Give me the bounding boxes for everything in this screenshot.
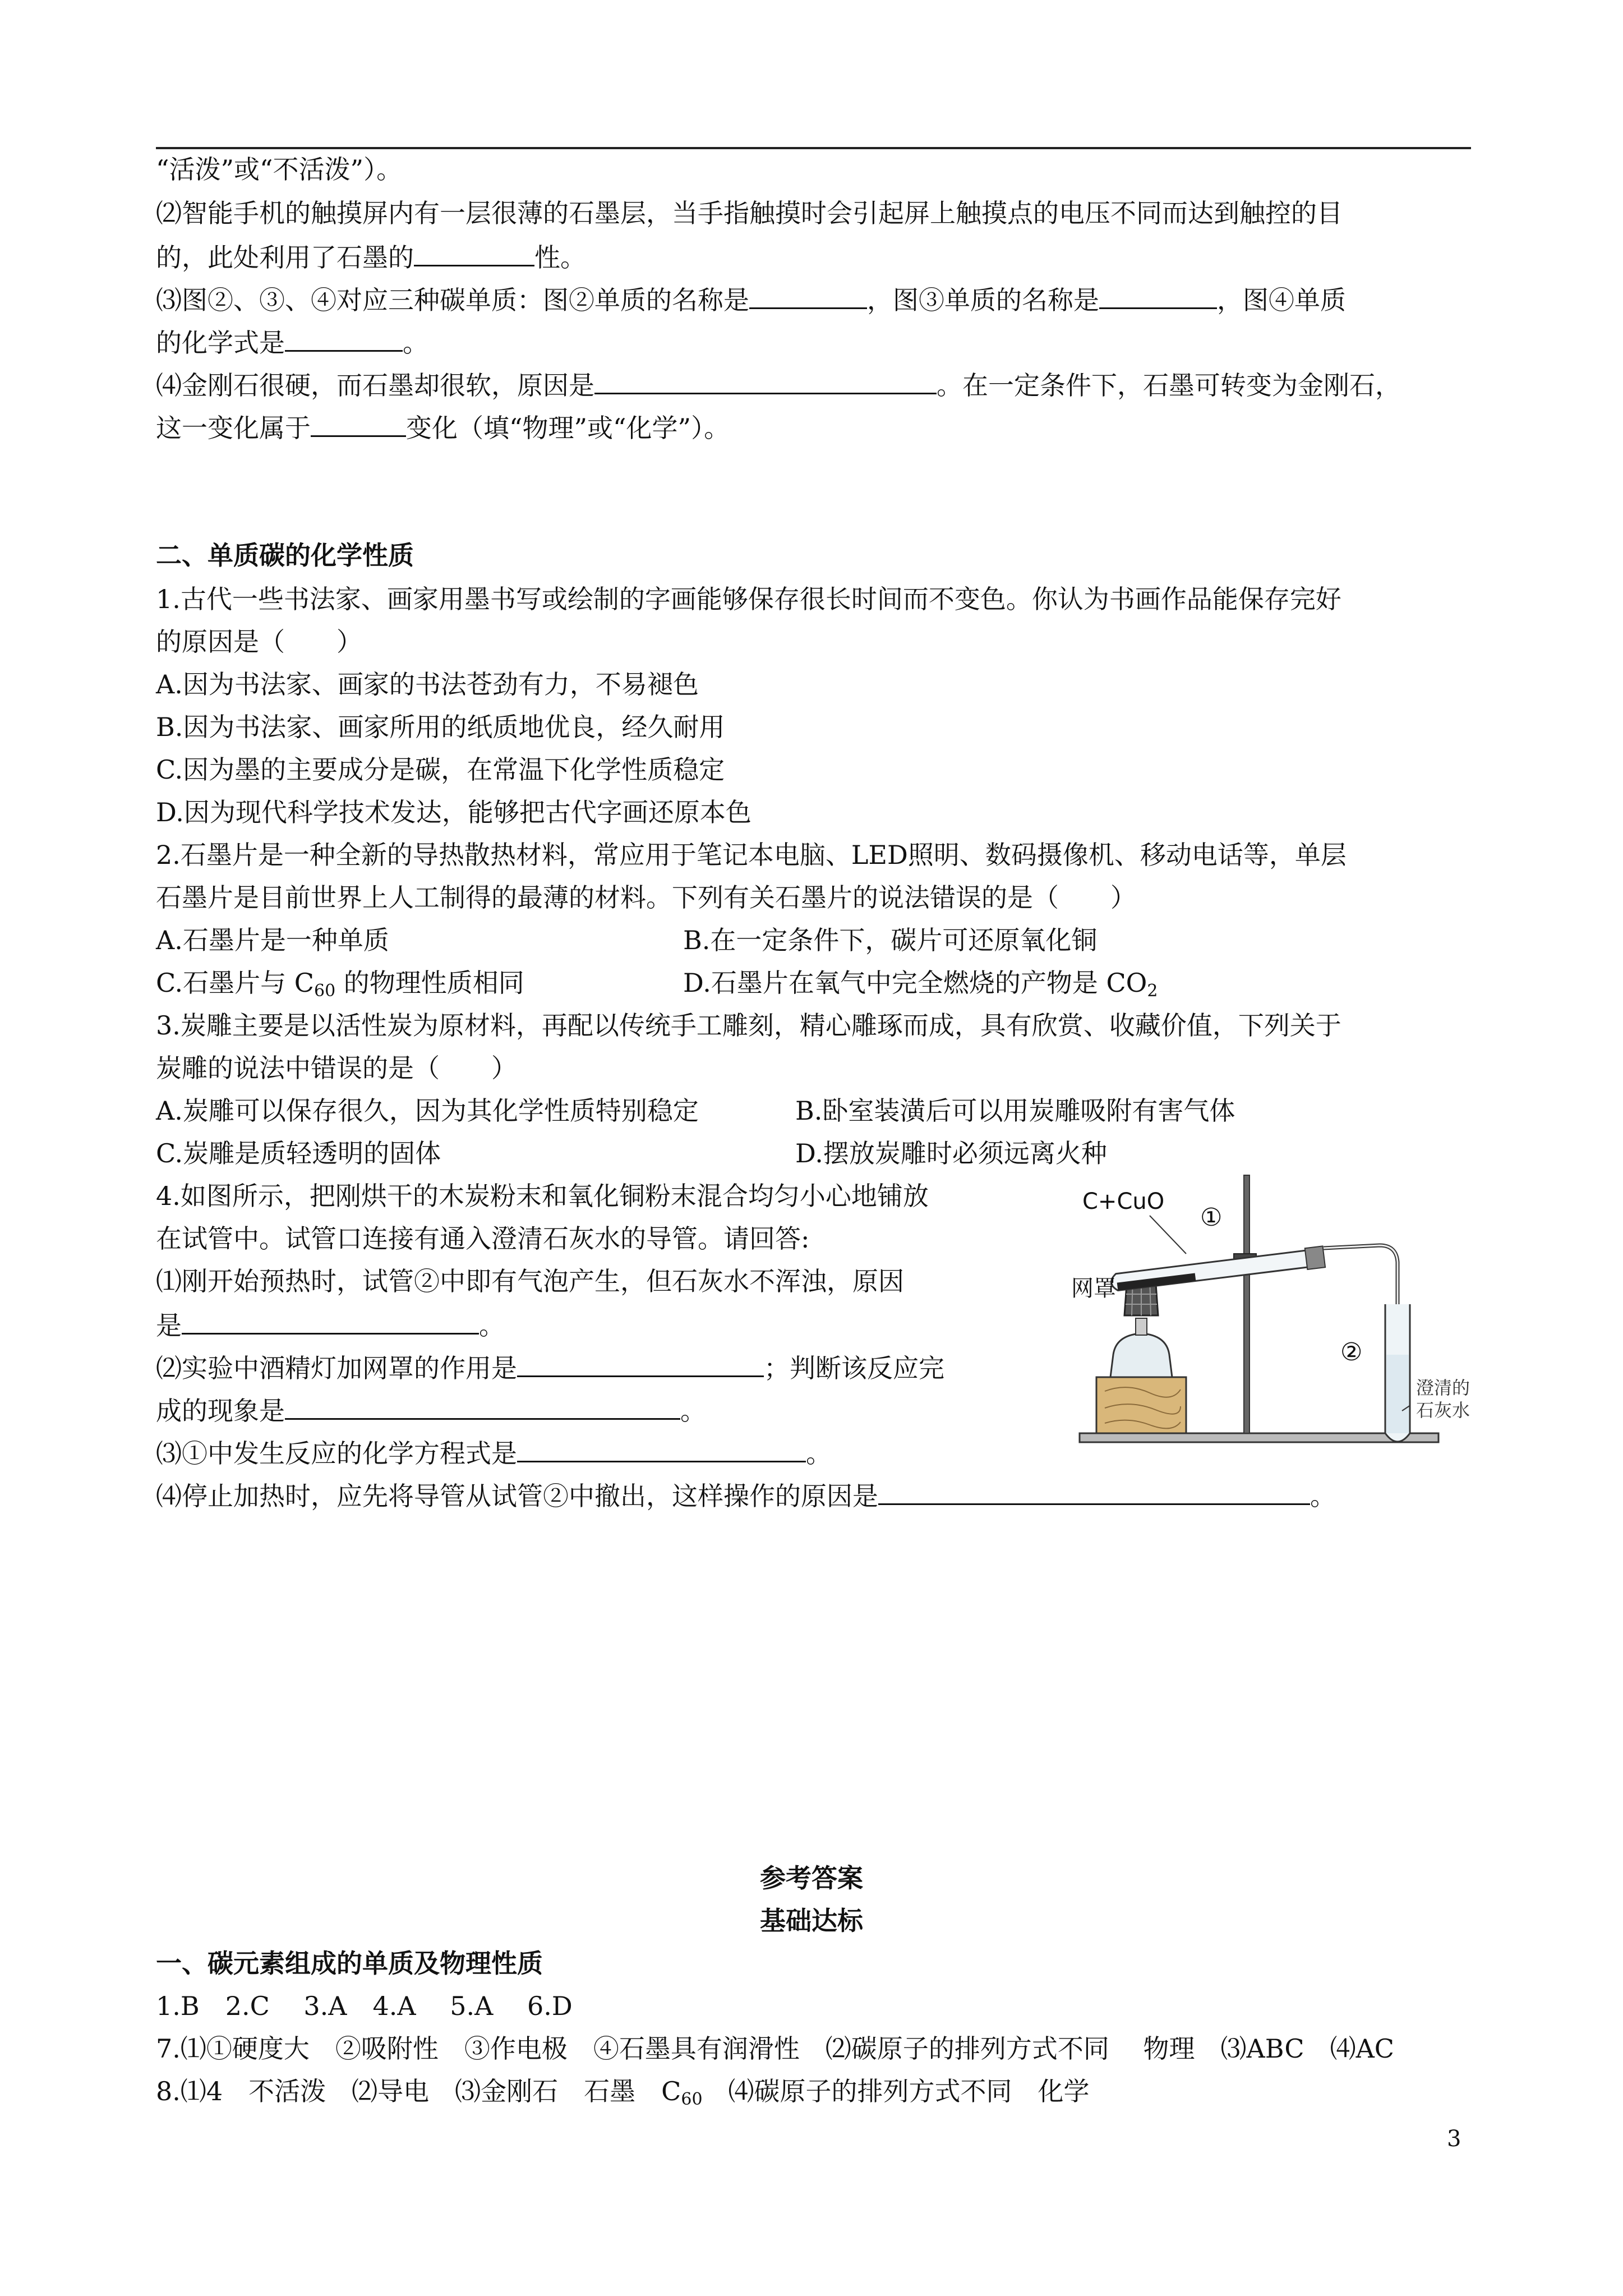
page-number: 3 — [1447, 2126, 1461, 2152]
answer-blank — [749, 282, 867, 309]
text-line: 的，此处利用了石墨的 性。 — [156, 239, 586, 274]
stand-rod — [1244, 1175, 1249, 1433]
header-rule — [156, 147, 1471, 149]
answer-blank — [517, 1435, 806, 1462]
option-a: A.石墨片是一种单质 — [156, 925, 389, 955]
apparatus-figure — [1066, 1170, 1481, 1453]
option-d: D.石墨片在氧气中完全燃烧的产物是 $CO_2$ — [683, 968, 1158, 1001]
section-title: 二、单质碳的化学性质 — [156, 540, 414, 570]
label-tube2: ② — [1340, 1338, 1363, 1366]
option-d: D.因为现代科学技术发达，能够把古代字画还原本色 — [156, 797, 751, 827]
text-line: “活泼”或“不活泼”）。 — [156, 154, 403, 185]
answer-blank — [414, 239, 534, 266]
answer-line: 8.⑴4 不活泼 ⑵导电 ⑶金刚石 石墨 $C_{60}$ ⑷碳原子的排列方式不同 化学 — [156, 2076, 1090, 2109]
question-text: 4.如图所示，把刚烘干的木炭粉末和氧化铜粉末混合均匀小心地铺放 — [156, 1181, 929, 1211]
stopper — [1305, 1246, 1325, 1269]
text-line: ⑵智能手机的触摸屏内有一层很薄的石墨层，当手指触摸时会引起屏上触摸点的电压不同而达到触控的目 — [156, 198, 1343, 228]
alcohol-lamp — [1110, 1333, 1172, 1377]
answer-blank — [1099, 282, 1217, 309]
answer-blank — [594, 367, 937, 394]
question-text: 成的现象是 。 — [156, 1392, 706, 1428]
answer-blank — [182, 1307, 479, 1335]
question-text: 2.石墨片是一种全新的导热散热材料，常应用于笔记本电脑、LED照明、数码摄像机、移动电话等，单层 — [156, 840, 1347, 870]
option-c: C.炭雕是质轻透明的固体 — [156, 1138, 441, 1168]
question-text: ⑵实验中酒精灯加网罩的作用是 ；判断该反应完 — [156, 1350, 944, 1385]
label-lime-line1: 澄清的 — [1416, 1377, 1470, 1398]
label-net: 网罩 — [1071, 1276, 1116, 1301]
label-tube1: ① — [1200, 1203, 1223, 1232]
label-lime-line2: 石灰水 — [1416, 1400, 1470, 1421]
text-line: 这一变化属于 变化（填“物理”或“化学”）。 — [156, 409, 730, 445]
text-line: ⑷金刚石很硬，而石墨却很软，原因是 。在一定条件下，石墨可转变为金刚石， — [156, 367, 1401, 402]
option-d: D.摆放炭雕时必须远离火种 — [795, 1138, 1107, 1168]
answer-blank — [517, 1350, 764, 1377]
answer-blank — [285, 324, 403, 352]
option-a: A.因为书法家、画家的书法苍劲有力，不易褪色 — [156, 669, 699, 700]
question-text: ⑴刚开始预热时，试管②中即有气泡产生，但石灰水不浑浊，原因 — [156, 1266, 904, 1296]
answer-line: 7.⑴①硬度大 ②吸附性 ③作电极 ④石墨具有润滑性 ⑵碳原子的排列方式不同 物理 ⑶ABC ⑷AC — [156, 2033, 1394, 2064]
option-c: C.因为墨的主要成分是碳，在常温下化学性质稳定 — [156, 754, 725, 785]
question-text: ⑶①中发生反应的化学方程式是 。 — [156, 1435, 832, 1470]
option-b: B.卧室装潢后可以用炭雕吸附有害气体 — [795, 1096, 1235, 1126]
base-board — [1080, 1433, 1438, 1442]
label-reactants: C+CuO — [1082, 1189, 1165, 1214]
answers-section-title: 一、碳元素组成的单质及物理性质 — [156, 1948, 543, 1978]
option-c: C.石墨片与 $C_{60}$ 的物理性质相同 — [156, 968, 524, 1001]
answer-blank — [285, 1392, 680, 1420]
question-text: 是 。 — [156, 1307, 505, 1342]
question-text: 炭雕的说法中错误的是（ ） — [156, 1053, 517, 1083]
text-line: ⑶图②、③、④对应三种碳单质：图②单质的名称是 ，图③单质的名称是 ，图④单质 — [156, 282, 1346, 317]
question-text: 石墨片是目前世界上人工制得的最薄的材料。下列有关石墨片的说法错误的是（ ） — [156, 882, 1136, 913]
question-text: 的原因是（ ） — [156, 627, 362, 657]
option-a: A.炭雕可以保存很久，因为其化学性质特别稳定 — [156, 1096, 699, 1126]
apparatus-diagram — [1066, 1170, 1481, 1453]
answers-title: 参考答案 — [760, 1863, 863, 1893]
question-text: 1.古代一些书法家、画家用墨书写或绘制的字画能够保存很长时间而不变色。你认为书画作品能保存完好 — [156, 584, 1341, 614]
question-text: ⑷停止加热时，应先将导管从试管②中撤出，这样操作的原因是 。 — [156, 1478, 1336, 1513]
option-b: B.因为书法家、画家所用的纸质地优良，经久耐用 — [156, 712, 725, 742]
answer-blank — [878, 1478, 1310, 1505]
answer-blank — [311, 409, 406, 437]
text-line: 的化学式是 。 — [156, 324, 428, 360]
answers-subtitle: 基础达标 — [760, 1906, 863, 1936]
question-text: 3.炭雕主要是以活性炭为原材料，再配以传统手工雕刻，精心雕琢而成，具有欣赏、收藏价值，下列关于 — [156, 1010, 1341, 1041]
answer-line: 1.B 2.C 3.A 4.A 5.A 6.D — [156, 1991, 573, 2021]
question-text: 在试管中。试管口连接有通入澄清石灰水的导管。请回答: — [156, 1223, 810, 1254]
option-b: B.在一定条件下，碳片可还原氧化铜 — [683, 925, 1098, 955]
